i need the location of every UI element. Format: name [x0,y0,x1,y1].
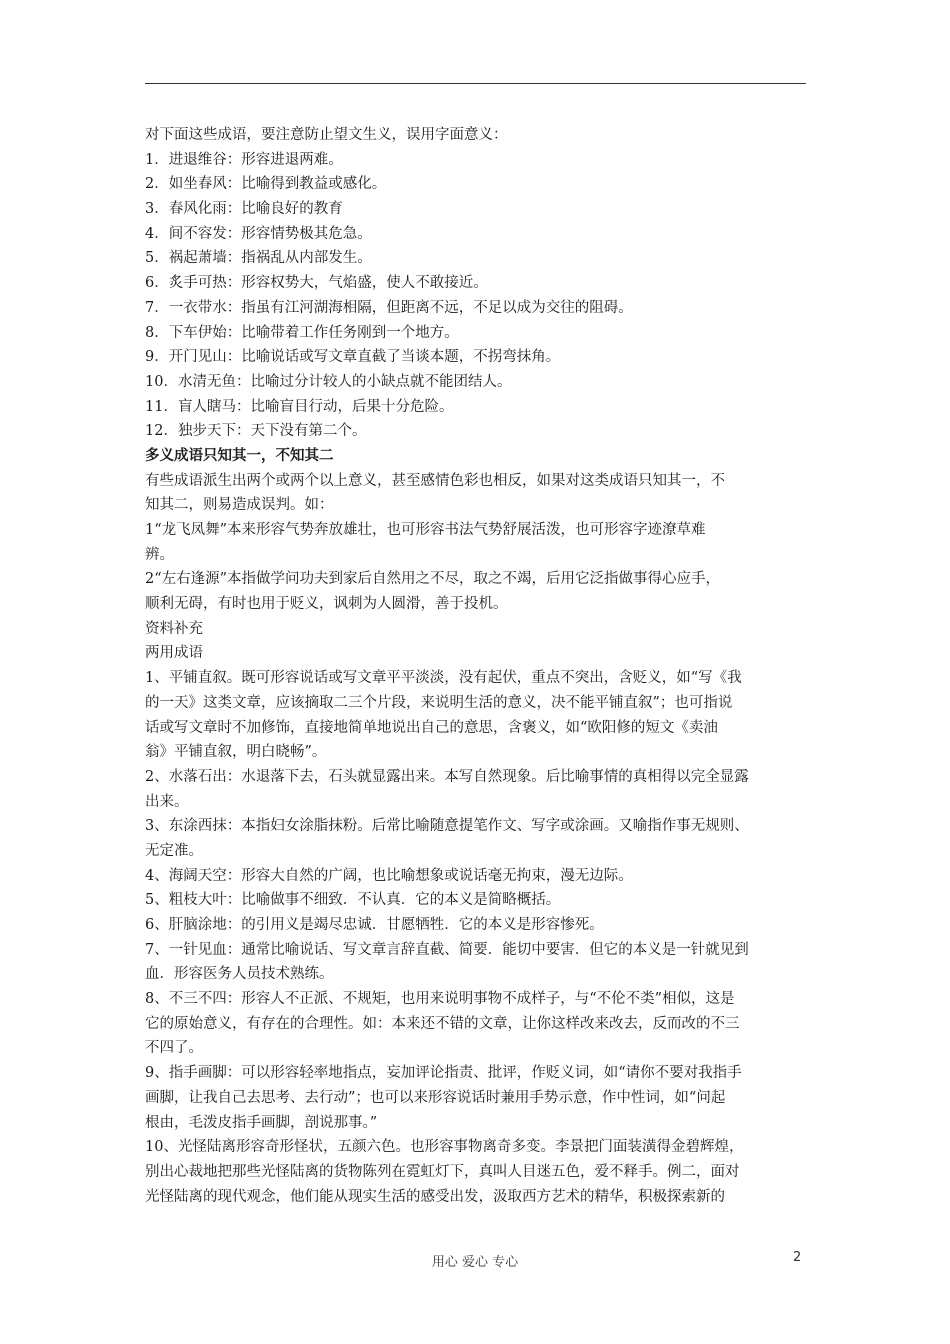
paragraph-line: 根由，毛泼皮指手画脚，剖说那事。” [145,1114,378,1131]
paragraph-line: 画脚，让我自己去思考、去行动”；也可以来形容说话时兼用手势示意，作中性词，如“问起 [145,1089,726,1106]
document-body [145,123,807,1209]
paragraph-line: 无定准。 [145,842,203,859]
paragraph-line: 4、海阔天空：形容大自然的广阔，也比喻想象或说话毫无拘束，漫无边际。 [145,867,633,884]
list-item: 1．进退维谷：形容进退两难。 [145,151,343,168]
paragraph-line: 别出心裁地把那些光怪陆离的货物陈列在霓虹灯下，真叫人目迷五色，爱不释手。例二，面对 [145,1163,740,1180]
list-item: 9．开门见山：比喻说话或写文章直截了当谈本题，不拐弯抹角。 [145,349,561,366]
intro-text: 对下面这些成语，要注意防止望文生义，误用字面意义： [145,127,508,143]
list-item: 2．如坐春风：比喻得到教益或感化。 [145,176,387,193]
paragraph-line: 6、肝脑涂地：的引用义是竭尽忠诚．甘愿牺牲．它的本义是形容惨死。 [145,917,604,933]
supplement-paragraphs [145,666,807,1209]
supplement-heading: 资料补充 [145,620,203,637]
paragraph-line: 1“龙飞凤舞”本来形容气势奔放雄壮，也可形容书法气势舒展活泼，也可形容字迹潦草难 [145,522,706,538]
paragraph-line: 10、光怪陆离形容奇形怪状，五颜六色。也形容事物离奇多变。李景把门面装潢得金碧辉煌， [145,1139,744,1156]
list-item: 12．独步天下：天下没有第二个。 [145,423,367,440]
page-footer: 用心 爱心 专心 [431,1255,519,1270]
paragraph-line: 不四了。 [145,1040,203,1057]
page-number: 2 [793,1250,802,1265]
paragraph-line: 的一天》这类文章，应该摘取二三个片段，来说明生活的意义，决不能平铺直叙”；也可指说 [145,694,733,711]
paragraph-line: 7、一针见血：通常比喻说话、写文章言辞直截、简要．能切中要害．但它的本义是一针就见到 [145,941,749,958]
paragraph-line: 光怪陆离的现代观念，他们能从现实生活的感受出发，汲取西方艺术的精华，积极探索新的 [145,1188,725,1205]
paragraph-line: 1、平铺直叙。既可形容说话或写文章平平淡淡，没有起伏，重点不突出，含贬义，如“写《我 [145,670,742,687]
list-item: 11．盲人瞎马：比喻盲目行动，后果十分危险。 [145,398,454,415]
paragraph-line: 出来。 [145,793,189,810]
idiom-list [145,148,807,444]
list-item: 7．一衣带水：指虽有江河湖海相隔，但距离不远，不足以成为交往的阻碍。 [145,299,633,316]
paragraph-line: 5、粗枝大叶：比喻做事不细致．不认真．它的本义是简略概括。 [145,892,561,909]
list-item: 10．水清无鱼：比喻过分计较人的小缺点就不能团结人。 [145,373,512,390]
paragraph-line: 辨。 [145,546,174,563]
paragraph-line: 2、水落石出：水退落下去，石头就显露出来。本写自然现象。后比喻事情的真相得以完全显露 [145,768,749,785]
supplement-subheading: 两用成语 [145,645,203,662]
list-item: 8．下车伊始：比喻带着工作任务刚到一个地方。 [145,324,459,341]
paragraph-line: 它的原始意义，有存在的合理性。如：本来还不错的文章，让你这样改来改去，反而改的不三 [145,1015,740,1032]
paragraph-line: 顺利无碍，有时也用于贬义，讽刺为人圆滑，善于投机。 [145,596,508,613]
header-rule [145,83,806,84]
list-item: 3．春风化雨：比喻良好的教育 [145,201,343,218]
paragraph-line: 翁》平铺直叙，明白晓畅”。 [145,744,327,761]
paragraph-line: 8、不三不四：形容人不正派、不规矩，也用来说明事物不成样子，与“不伦不类”相似，这是 [145,991,735,1008]
list-item: 4．间不容发：形容情势极其危急。 [145,225,372,242]
list-item: 5．祸起萧墙：指祸乱从内部发生。 [145,250,372,267]
paragraph-line: 知其二，则易造成误判。如： [145,497,334,514]
section-paragraphs [145,469,807,617]
paragraph-line: 血．形容医务人员技术熟练。 [145,966,334,983]
paragraph-line: 3、东涂西抹：本指妇女涂脂抹粉。后常比喻随意提笔作文、写字或涂画。又喻指作事无规则、 [145,818,749,835]
paragraph-line: 有些成语派生出两个或两个以上意义，甚至感情色彩也相反，如果对这类成语只知其一，不 [145,472,725,489]
section-heading: 多义成语只知其一，不知其二 [145,446,334,464]
paragraph-line: 2“左右逢源”本指做学问功夫到家后自然用之不尽，取之不竭，后用它泛指做事得心应手， [145,571,721,588]
list-item: 6．炙手可热：形容权势大，气焰盛，使人不敢接近。 [145,275,488,292]
paragraph-line: 话或写文章时不加修饰，直接地简单地说出自己的意思，含褒义，如“欧阳修的短文《卖油 [145,719,718,736]
paragraph-line: 9、指手画脚：可以形容轻率地指点，妄加评论指责、批评，作贬义词，如“请你不要对我指手 [145,1065,742,1082]
